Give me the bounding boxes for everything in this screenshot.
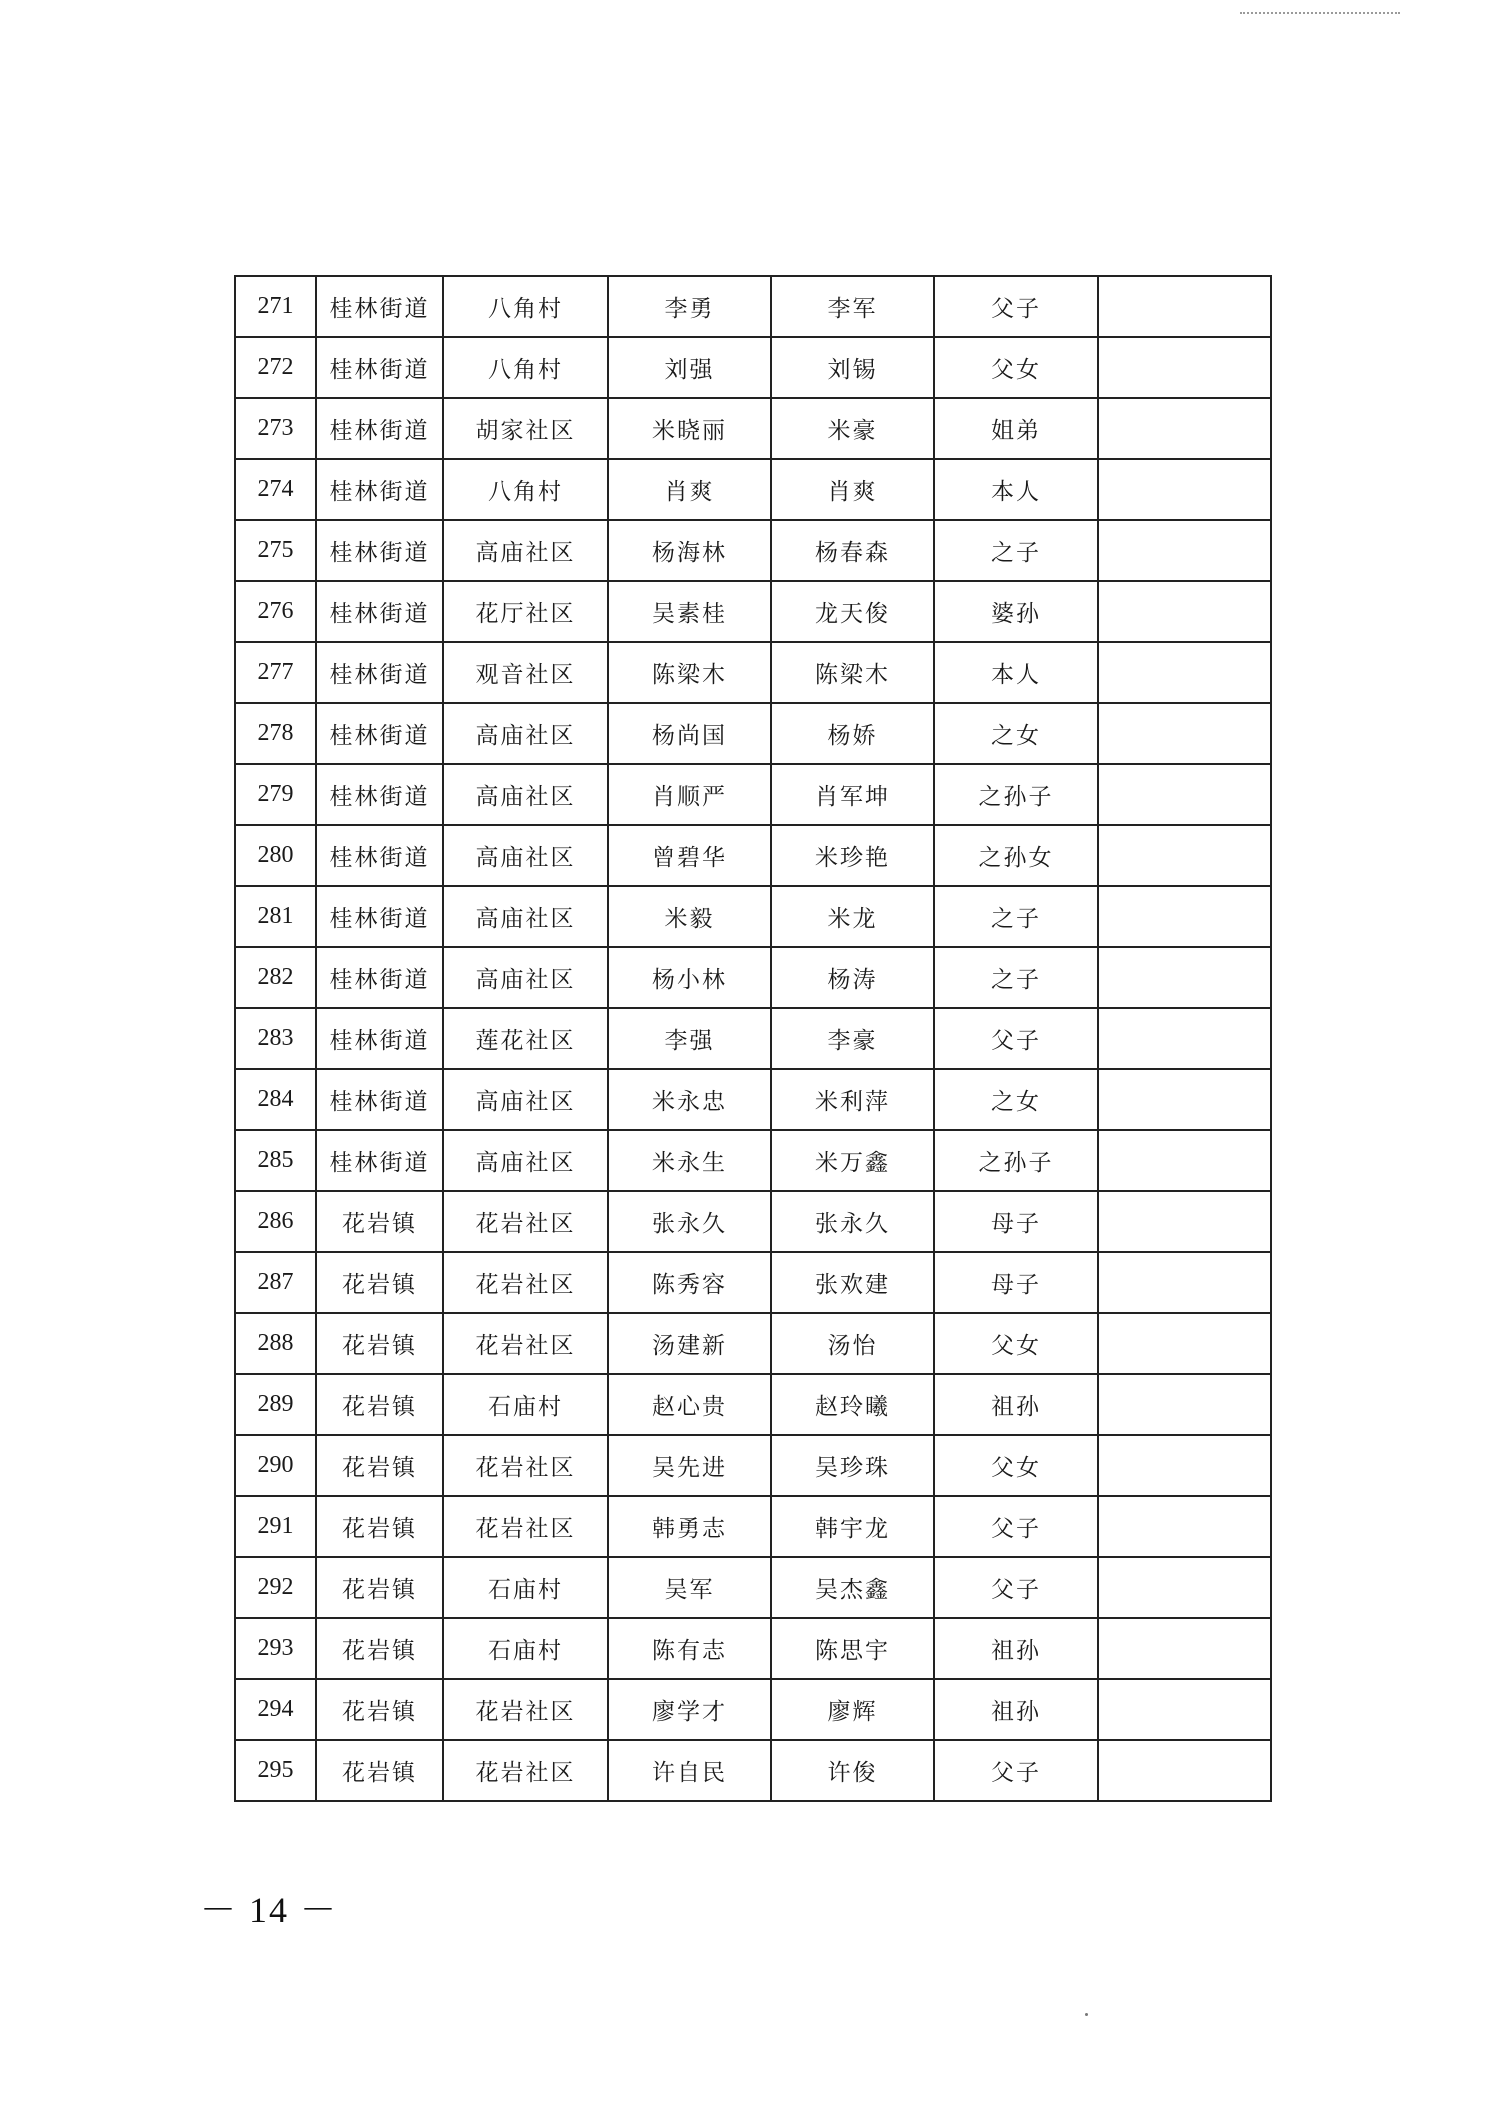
row-number-cell: 293 [235, 1618, 316, 1679]
village-cell: 高庙社区 [443, 764, 608, 825]
note-cell [1098, 337, 1271, 398]
table-row [235, 764, 1271, 825]
beneficiary-name-cell: 肖军坤 [771, 764, 934, 825]
roster-table [234, 275, 1272, 1802]
table-row [235, 825, 1271, 886]
table-row [235, 1679, 1271, 1740]
village-cell: 高庙社区 [443, 1069, 608, 1130]
row-number-cell: 289 [235, 1374, 316, 1435]
row-number-cell: 277 [235, 642, 316, 703]
applicant-name-cell: 米晓丽 [608, 398, 771, 459]
village-cell: 高庙社区 [443, 1130, 608, 1191]
applicant-name-cell: 曾碧华 [608, 825, 771, 886]
note-cell [1098, 1496, 1271, 1557]
village-cell: 石庙村 [443, 1557, 608, 1618]
note-cell [1098, 398, 1271, 459]
town-cell: 花岩镇 [316, 1435, 443, 1496]
relation-cell: 本人 [934, 459, 1098, 520]
row-number-cell: 285 [235, 1130, 316, 1191]
village-cell: 花岩社区 [443, 1679, 608, 1740]
relation-cell: 之子 [934, 947, 1098, 1008]
note-cell [1098, 825, 1271, 886]
scan-artifact [1240, 12, 1400, 17]
beneficiary-name-cell: 刘锡 [771, 337, 934, 398]
applicant-name-cell: 杨海林 [608, 520, 771, 581]
note-cell [1098, 520, 1271, 581]
relation-cell: 父子 [934, 1557, 1098, 1618]
beneficiary-name-cell: 张永久 [771, 1191, 934, 1252]
row-number-cell: 280 [235, 825, 316, 886]
beneficiary-name-cell: 张欢建 [771, 1252, 934, 1313]
village-cell: 高庙社区 [443, 886, 608, 947]
beneficiary-name-cell: 龙天俊 [771, 581, 934, 642]
town-cell: 桂林街道 [316, 276, 443, 337]
applicant-name-cell: 许自民 [608, 1740, 771, 1801]
town-cell: 桂林街道 [316, 398, 443, 459]
town-cell: 桂林街道 [316, 947, 443, 1008]
table-row [235, 459, 1271, 520]
town-cell: 桂林街道 [316, 825, 443, 886]
table-row [235, 1313, 1271, 1374]
applicant-name-cell: 张永久 [608, 1191, 771, 1252]
beneficiary-name-cell: 赵玲曦 [771, 1374, 934, 1435]
row-number-cell: 274 [235, 459, 316, 520]
relation-cell: 母子 [934, 1252, 1098, 1313]
beneficiary-name-cell: 杨春森 [771, 520, 934, 581]
town-cell: 桂林街道 [316, 1130, 443, 1191]
relation-cell: 之女 [934, 703, 1098, 764]
village-cell: 莲花社区 [443, 1008, 608, 1069]
note-cell [1098, 703, 1271, 764]
note-cell [1098, 642, 1271, 703]
beneficiary-name-cell: 米豪 [771, 398, 934, 459]
applicant-name-cell: 汤建新 [608, 1313, 771, 1374]
applicant-name-cell: 吴军 [608, 1557, 771, 1618]
town-cell: 花岩镇 [316, 1374, 443, 1435]
village-cell: 花岩社区 [443, 1252, 608, 1313]
row-number-cell: 286 [235, 1191, 316, 1252]
note-cell [1098, 1679, 1271, 1740]
beneficiary-name-cell: 李军 [771, 276, 934, 337]
relation-cell: 祖孙 [934, 1374, 1098, 1435]
applicant-name-cell: 陈梁木 [608, 642, 771, 703]
town-cell: 桂林街道 [316, 337, 443, 398]
table-row [235, 1069, 1271, 1130]
applicant-name-cell: 廖学才 [608, 1679, 771, 1740]
applicant-name-cell: 米永忠 [608, 1069, 771, 1130]
note-cell [1098, 1069, 1271, 1130]
beneficiary-name-cell: 汤怡 [771, 1313, 934, 1374]
table-row [235, 1374, 1271, 1435]
town-cell: 桂林街道 [316, 703, 443, 764]
town-cell: 桂林街道 [316, 764, 443, 825]
town-cell: 桂林街道 [316, 581, 443, 642]
village-cell: 高庙社区 [443, 520, 608, 581]
note-cell [1098, 276, 1271, 337]
town-cell: 花岩镇 [316, 1679, 443, 1740]
relation-cell: 之子 [934, 520, 1098, 581]
table-row [235, 1130, 1271, 1191]
row-number-cell: 282 [235, 947, 316, 1008]
table-row [235, 886, 1271, 947]
note-cell [1098, 1008, 1271, 1069]
village-cell: 八角村 [443, 337, 608, 398]
beneficiary-name-cell: 杨涛 [771, 947, 934, 1008]
relation-cell: 婆孙 [934, 581, 1098, 642]
town-cell: 桂林街道 [316, 520, 443, 581]
table-row [235, 947, 1271, 1008]
row-number-cell: 287 [235, 1252, 316, 1313]
applicant-name-cell: 刘强 [608, 337, 771, 398]
applicant-name-cell: 吴素桂 [608, 581, 771, 642]
village-cell: 胡家社区 [443, 398, 608, 459]
roster-table-body [235, 276, 1271, 1801]
village-cell: 八角村 [443, 459, 608, 520]
village-cell: 花岩社区 [443, 1313, 608, 1374]
row-number-cell: 292 [235, 1557, 316, 1618]
village-cell: 观音社区 [443, 642, 608, 703]
note-cell [1098, 1252, 1271, 1313]
row-number-cell: 290 [235, 1435, 316, 1496]
town-cell: 桂林街道 [316, 886, 443, 947]
relation-cell: 父女 [934, 1313, 1098, 1374]
table-row [235, 1191, 1271, 1252]
village-cell: 花岩社区 [443, 1435, 608, 1496]
relation-cell: 之女 [934, 1069, 1098, 1130]
row-number-cell: 291 [235, 1496, 316, 1557]
note-cell [1098, 1435, 1271, 1496]
table-row [235, 337, 1271, 398]
village-cell: 石庙村 [443, 1374, 608, 1435]
applicant-name-cell: 杨尚国 [608, 703, 771, 764]
town-cell: 桂林街道 [316, 1008, 443, 1069]
note-cell [1098, 1313, 1271, 1374]
beneficiary-name-cell: 吴杰鑫 [771, 1557, 934, 1618]
town-cell: 桂林街道 [316, 642, 443, 703]
note-cell [1098, 1130, 1271, 1191]
row-number-cell: 294 [235, 1679, 316, 1740]
note-cell [1098, 764, 1271, 825]
applicant-name-cell: 米永生 [608, 1130, 771, 1191]
beneficiary-name-cell: 米利萍 [771, 1069, 934, 1130]
beneficiary-name-cell: 吴珍珠 [771, 1435, 934, 1496]
applicant-name-cell: 陈有志 [608, 1618, 771, 1679]
town-cell: 花岩镇 [316, 1740, 443, 1801]
beneficiary-name-cell: 米万鑫 [771, 1130, 934, 1191]
applicant-name-cell: 米毅 [608, 886, 771, 947]
village-cell: 石庙村 [443, 1618, 608, 1679]
applicant-name-cell: 李勇 [608, 276, 771, 337]
table-row [235, 1496, 1271, 1557]
row-number-cell: 295 [235, 1740, 316, 1801]
village-cell: 高庙社区 [443, 703, 608, 764]
relation-cell: 之孙子 [934, 764, 1098, 825]
table-row [235, 398, 1271, 459]
table-row [235, 520, 1271, 581]
relation-cell: 父子 [934, 1740, 1098, 1801]
note-cell [1098, 1618, 1271, 1679]
note-cell [1098, 1191, 1271, 1252]
note-cell [1098, 1740, 1271, 1801]
row-number-cell: 276 [235, 581, 316, 642]
table-row [235, 1435, 1271, 1496]
village-cell: 八角村 [443, 276, 608, 337]
beneficiary-name-cell: 陈思宇 [771, 1618, 934, 1679]
row-number-cell: 279 [235, 764, 316, 825]
beneficiary-name-cell: 廖辉 [771, 1679, 934, 1740]
relation-cell: 姐弟 [934, 398, 1098, 459]
beneficiary-name-cell: 米珍艳 [771, 825, 934, 886]
town-cell: 花岩镇 [316, 1496, 443, 1557]
page-number: － 14 － [200, 1890, 339, 1930]
row-number-cell: 272 [235, 337, 316, 398]
row-number-cell: 275 [235, 520, 316, 581]
village-cell: 花岩社区 [443, 1191, 608, 1252]
note-cell [1098, 1374, 1271, 1435]
table-row [235, 1008, 1271, 1069]
relation-cell: 祖孙 [934, 1679, 1098, 1740]
note-cell [1098, 886, 1271, 947]
table-row [235, 581, 1271, 642]
applicant-name-cell: 肖顺严 [608, 764, 771, 825]
relation-cell: 父女 [934, 1435, 1098, 1496]
relation-cell: 父子 [934, 1008, 1098, 1069]
applicant-name-cell: 杨小林 [608, 947, 771, 1008]
town-cell: 花岩镇 [316, 1191, 443, 1252]
village-cell: 高庙社区 [443, 947, 608, 1008]
scan-artifact-dot [1085, 2013, 1088, 2016]
relation-cell: 之子 [934, 886, 1098, 947]
note-cell [1098, 581, 1271, 642]
beneficiary-name-cell: 肖爽 [771, 459, 934, 520]
applicant-name-cell: 韩勇志 [608, 1496, 771, 1557]
relation-cell: 之孙女 [934, 825, 1098, 886]
town-cell: 桂林街道 [316, 459, 443, 520]
beneficiary-name-cell: 杨娇 [771, 703, 934, 764]
applicant-name-cell: 陈秀容 [608, 1252, 771, 1313]
village-cell: 花厅社区 [443, 581, 608, 642]
village-cell: 高庙社区 [443, 825, 608, 886]
table-row [235, 1740, 1271, 1801]
applicant-name-cell: 肖爽 [608, 459, 771, 520]
table-row [235, 276, 1271, 337]
note-cell [1098, 459, 1271, 520]
table-row [235, 642, 1271, 703]
relation-cell: 母子 [934, 1191, 1098, 1252]
beneficiary-name-cell: 米龙 [771, 886, 934, 947]
beneficiary-name-cell: 许俊 [771, 1740, 934, 1801]
beneficiary-name-cell: 李豪 [771, 1008, 934, 1069]
note-cell [1098, 947, 1271, 1008]
table-row [235, 1618, 1271, 1679]
row-number-cell: 284 [235, 1069, 316, 1130]
town-cell: 花岩镇 [316, 1557, 443, 1618]
row-number-cell: 271 [235, 276, 316, 337]
row-number-cell: 281 [235, 886, 316, 947]
beneficiary-name-cell: 韩宇龙 [771, 1496, 934, 1557]
relation-cell: 父女 [934, 337, 1098, 398]
row-number-cell: 288 [235, 1313, 316, 1374]
row-number-cell: 283 [235, 1008, 316, 1069]
relation-cell: 本人 [934, 642, 1098, 703]
town-cell: 花岩镇 [316, 1313, 443, 1374]
town-cell: 花岩镇 [316, 1252, 443, 1313]
beneficiary-name-cell: 陈梁木 [771, 642, 934, 703]
table-row [235, 1557, 1271, 1618]
applicant-name-cell: 赵心贵 [608, 1374, 771, 1435]
town-cell: 桂林街道 [316, 1069, 443, 1130]
relation-cell: 之孙子 [934, 1130, 1098, 1191]
table-row [235, 703, 1271, 764]
table-row [235, 1252, 1271, 1313]
applicant-name-cell: 吴先进 [608, 1435, 771, 1496]
relation-cell: 父子 [934, 1496, 1098, 1557]
relation-cell: 父子 [934, 276, 1098, 337]
applicant-name-cell: 李强 [608, 1008, 771, 1069]
village-cell: 花岩社区 [443, 1496, 608, 1557]
relation-cell: 祖孙 [934, 1618, 1098, 1679]
row-number-cell: 273 [235, 398, 316, 459]
row-number-cell: 278 [235, 703, 316, 764]
note-cell [1098, 1557, 1271, 1618]
village-cell: 花岩社区 [443, 1740, 608, 1801]
town-cell: 花岩镇 [316, 1618, 443, 1679]
